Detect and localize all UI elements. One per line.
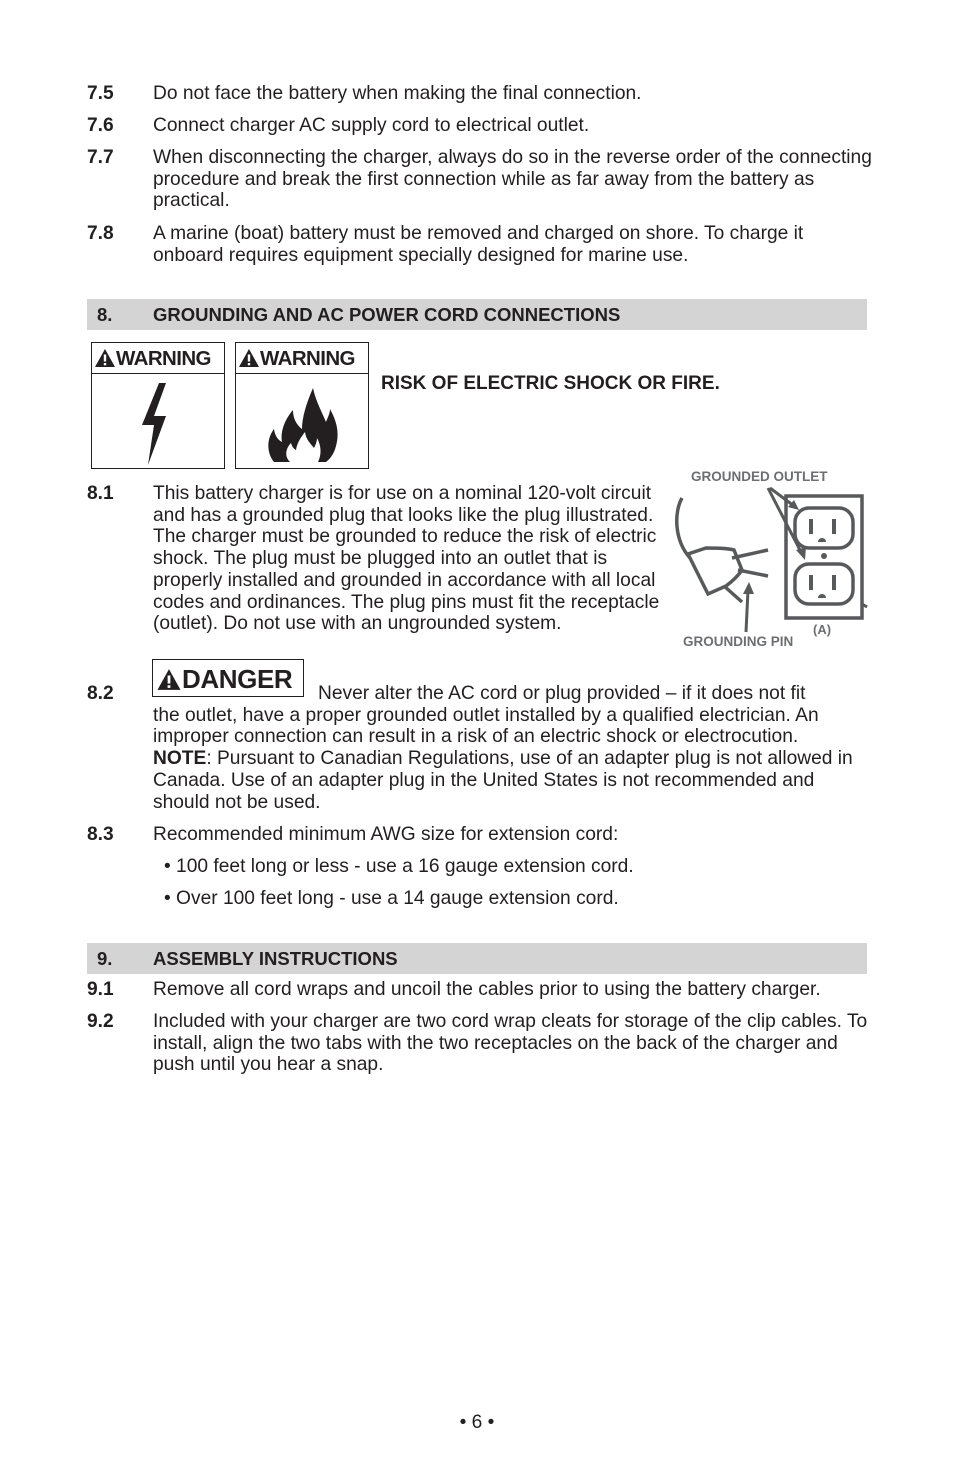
page-number: • 6 • — [459, 1412, 495, 1433]
item-text: Recommended minimum AWG size for extension cord: — [153, 824, 619, 845]
item-number: 7.5 — [87, 83, 114, 104]
section-number: 8. — [97, 304, 113, 325]
section-title: ASSEMBLY INSTRUCTIONS — [153, 948, 398, 969]
warning-fire-box — [235, 342, 369, 469]
figure-label-pin: GROUNDING PIN — [683, 634, 794, 649]
item-text: A marine (boat) battery must be removed and charged on shore. To charge it onboard requires equipment specially designed for marine use. — [153, 223, 804, 266]
item-text: Included with your charger are two cord wrap cleats for storage of the clip cables. To install, align the two tabs with the two receptacles on the back of the charger and push until you hear a snap. — [153, 1011, 868, 1076]
item-text: Connect charger AC supply cord to electrical outlet. — [153, 115, 590, 136]
list-item: • 100 feet long or less - use a 16 gauge extension cord. — [164, 856, 634, 877]
item-text: Remove all cord wraps and uncoil the cables prior to using the battery charger. — [153, 979, 821, 1000]
item-text: This battery charger is for use on a nominal 120-volt circuit and has a grounded plug that looks like the plug illustrated. The charger must be grounded to reduce the risk of electric shock. The plug must be plugged into an outlet that is properly installed and grounded in accordance with all local codes and ordinances. The plug pins must fit the receptacle (outlet). Do not use with an ungrounded system. — [153, 483, 660, 635]
item-7-6 — [87, 115, 872, 137]
item-text-first-line: Never alter the AC cord or plug provided – if it does not fit — [318, 683, 806, 704]
warning-triangle-icon — [94, 348, 116, 368]
figure-label-outlet: GROUNDED OUTLET — [691, 469, 828, 484]
item-text: When disconnecting the charger, always do so in the reverse order of the connecting procedure and break the first connection while as far away from the battery as practical. — [153, 147, 872, 212]
danger-label: DANGER — [152, 659, 304, 697]
fire-icon — [236, 374, 367, 467]
item-7-5 — [87, 83, 872, 105]
item-7-8 — [87, 223, 872, 266]
item-7-7 — [87, 147, 872, 212]
item-text: Do not face the battery when making the final connection. — [153, 83, 642, 104]
item-number: 9.2 — [87, 1011, 114, 1032]
warning-label: WARNING — [236, 343, 368, 374]
item-number: 7.6 — [87, 115, 114, 136]
item-number: 9.1 — [87, 979, 114, 1000]
item-9-2 — [87, 1011, 872, 1076]
warning-triangle-icon — [238, 348, 260, 368]
item-8-3 — [87, 824, 872, 846]
lightning-bolt-icon — [92, 374, 223, 467]
item-number: 7.8 — [87, 223, 114, 244]
risk-text: RISK OF ELECTRIC SHOCK OR FIRE. — [381, 373, 720, 394]
item-8-2 — [87, 683, 872, 813]
item-number: 7.7 — [87, 147, 114, 168]
item-note — [153, 748, 872, 813]
item-text: the outlet, have a proper grounded outlet installed by a qualified electrician. An improper connection can result in a risk of an electric shock or electrocution. — [153, 704, 819, 748]
grounded-outlet-figure — [668, 462, 868, 652]
note-label: NOTE — [153, 748, 207, 770]
item-8-1 — [87, 483, 667, 635]
note-text: : Pursuant to Canadian Regulations, use of an adapter plug is not allowed in Canada. Use of an adapter plug in the United States is not recommended and should not be used. — [153, 748, 853, 813]
list-item: • Over 100 feet long - use a 14 gauge extension cord. — [164, 888, 619, 909]
item-number: 8.2 — [87, 683, 114, 704]
item-number: 8.1 — [87, 483, 114, 504]
plug-body — [688, 548, 742, 594]
item-number: 8.3 — [87, 824, 114, 845]
section-header-8 — [87, 299, 867, 330]
section-number: 9. — [97, 948, 113, 969]
figure-tag: (A) — [813, 622, 832, 637]
section-header-9 — [87, 943, 867, 974]
section-title: GROUNDING AND AC POWER CORD CONNECTIONS — [153, 304, 621, 325]
warning-label: WARNING — [92, 343, 224, 374]
item-9-1 — [87, 979, 872, 1001]
warning-shock-box — [91, 342, 225, 469]
